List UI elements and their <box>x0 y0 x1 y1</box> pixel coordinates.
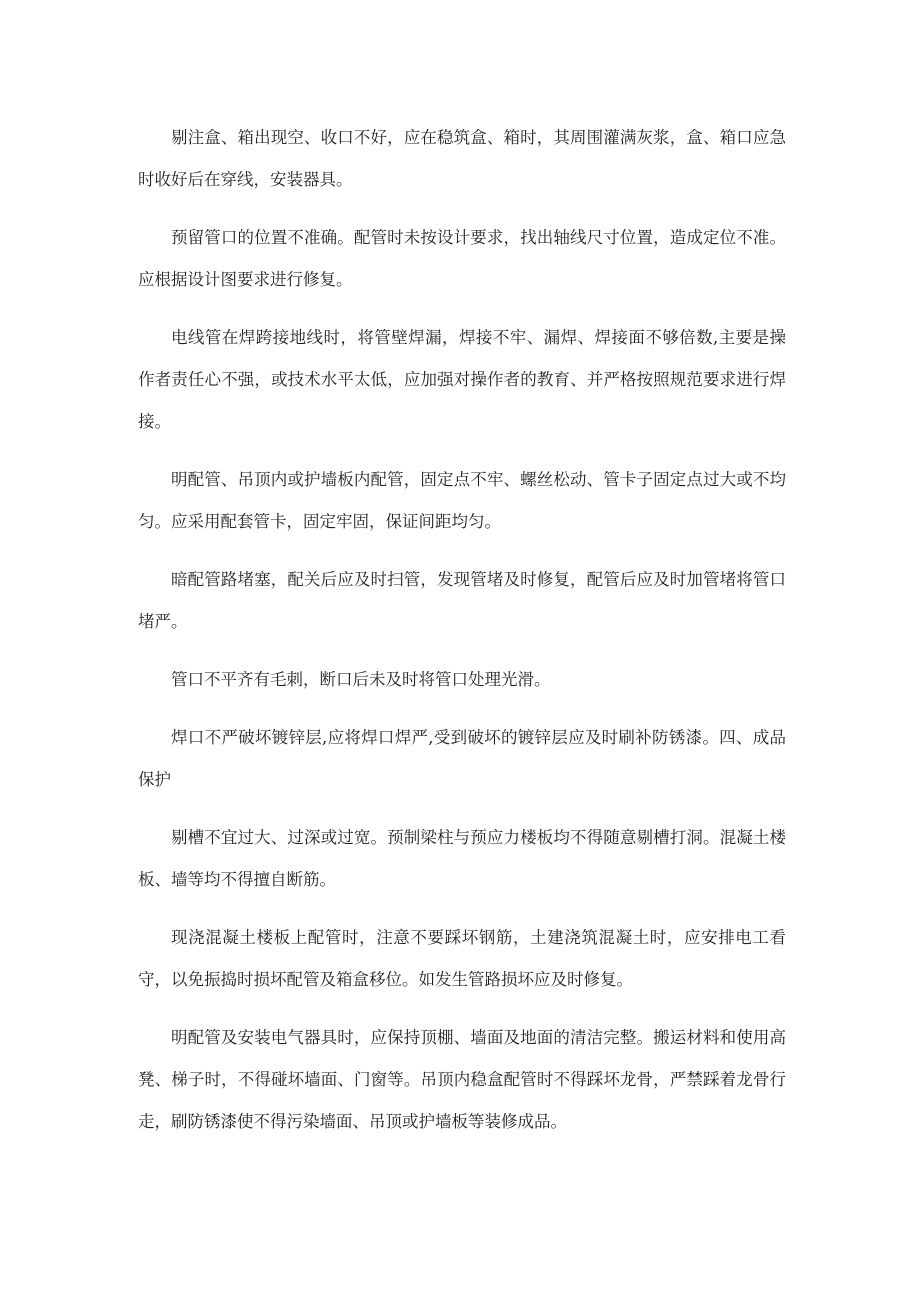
paragraph-finished-product-protection: 明配管及安装电气器具时，应保持顶棚、墙面及地面的清洁完整。搬运材料和使用高凳、梯子时，不得碰坏墙面、门窗等。吊顶内稳盒配管时不得踩坏龙骨，严禁踩着龙骨行走，刷防锈漆使不得污染墙面、吊顶或护墙板等装修成品。 <box>138 1028 786 1131</box>
paragraph-galvanized-layer-repair: 焊口不严破坏镀锌层,应将焊口焊严,受到破坏的镀锌层应及时刷补防锈漆。四、成品保护 <box>138 728 786 789</box>
document-body <box>138 117 786 1159</box>
paragraph-cast-in-place-slab: 现浇混凝土楼板上配管时，注意不要踩坏钢筋，土建浇筑混凝土时，应安排电工看守，以免振捣时损坏配管及箱盒移位。如发生管路损坏应及时修复。 <box>138 928 786 989</box>
paragraph-exposed-pipe-fixing: 明配管、吊顶内或护墙板内配管，固定点不牢、螺丝松动、管卡子固定点过大或不均匀。应采用配套管卡，固定牢固，保证间距均匀。 <box>138 470 786 531</box>
paragraph-concealed-pipe-blockage: 暗配管路堵塞，配关后应及时扫管，发现管堵及时修复，配管后应及时加管堵将管口堵严。 <box>138 570 786 631</box>
paragraph-pipe-burrs: 管口不平齐有毛刺，断口后未及时将管口处理光滑。 <box>171 670 551 689</box>
paragraph-pipe-opening-position: 预留管口的位置不准确。配管时未按设计要求，找出轴线尺寸位置，造成定位不准。应根据设计图要求进行修复。 <box>138 228 786 289</box>
paragraph-groove-cutting: 剔槽不宜过大、过深或过宽。预制梁柱与预应力楼板均不得随意剔槽打洞。混凝土楼板、墙等均不得擅自断筋。 <box>138 828 786 889</box>
paragraph-ground-wire-welding: 电线管在焊跨接地线时，将管壁焊漏，焊接不牢、漏焊、焊接面不够倍数,主要是操作者责任心不强，或技术水平太低，应加强对操作者的教育、并严格按照规范要求进行焊接。 <box>138 328 786 431</box>
paragraph-box-outlet-grouting: 剔注盒、箱出现空、收口不好，应在稳筑盒、箱时，其周围灌满灰浆，盒、箱口应急时收好后在穿线，安装器具。 <box>138 128 786 189</box>
